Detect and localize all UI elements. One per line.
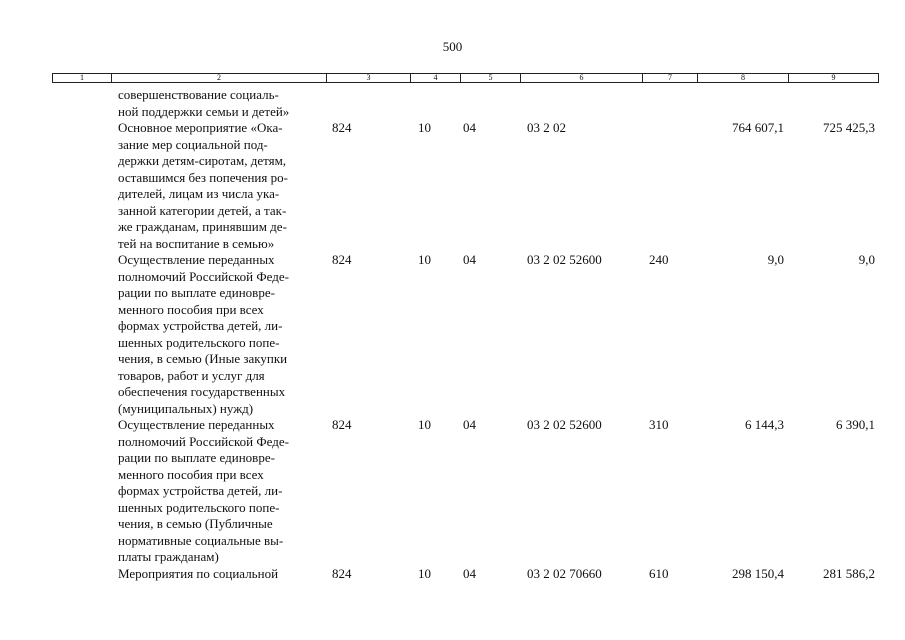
row-description: Основное мероприятие «Ока- зание мер социальной под- держки детям-сиротам, детям, оставшимся без попечения ро- дителей, лицам из числа ука- занной категории детей, а так- же гражданам, принявшим де- тей на воспитание в семью» xyxy=(118,120,288,251)
cell-section: 10 xyxy=(418,252,431,267)
cell-subsection: 04 xyxy=(463,565,476,581)
cell-amount-year-2: 281 586,2 xyxy=(823,565,875,581)
column-number-2: 2 xyxy=(112,74,327,82)
column-number-3: 3 xyxy=(327,74,411,82)
cell-amount-year-1: 298 150,4 xyxy=(732,565,784,581)
column-number-4: 4 xyxy=(411,74,461,82)
cell-expense-type: 240 xyxy=(649,252,669,267)
cell-admin-code: 824 xyxy=(332,252,352,267)
cell-amount-year-1: 6 144,3 xyxy=(745,417,784,432)
cell-target-article: 03 2 02 xyxy=(527,120,566,135)
cell-amount-year-2: 725 425,3 xyxy=(823,120,875,135)
table-row xyxy=(0,417,905,566)
column-number-1: 1 xyxy=(53,74,112,82)
cell-amount-year-1: 764 607,1 xyxy=(732,120,784,135)
cell-admin-code: 824 xyxy=(332,120,352,135)
page-number: 500 xyxy=(442,39,463,54)
cell-amount-year-1: 9,0 xyxy=(767,252,784,267)
cell-admin-code: 824 xyxy=(332,565,352,581)
cell-section: 10 xyxy=(418,417,431,432)
cell-expense-type: 310 xyxy=(649,417,669,432)
table-row xyxy=(0,87,905,120)
cell-section: 10 xyxy=(418,565,431,581)
row-description: Осуществление переданных полномочий Российской Феде- рации по выплате единовре- менного пособия при всех формах устройства детей, ли- шенных родительского попе- чения, в семью (Публичные нормативные социальные вы- платы гражданам) xyxy=(118,417,289,564)
cell-subsection: 04 xyxy=(463,120,476,135)
cell-target-article: 03 2 02 52600 xyxy=(527,252,602,267)
row-description: Мероприятия по социальной xyxy=(118,565,279,581)
table-header-row xyxy=(52,73,879,83)
table-body xyxy=(0,87,905,582)
column-number-9: 9 xyxy=(831,73,836,82)
row-description: совершенствование социаль- ной поддержки семьи и детей» xyxy=(118,87,290,119)
cell-amount-year-2: 9,0 xyxy=(858,252,875,267)
cell-subsection: 04 xyxy=(463,417,476,432)
table-row xyxy=(0,120,905,252)
row-description: Осуществление переданных полномочий Российской Феде- рации по выплате единовре- менного пособия при всех формах устройства детей, ли- шенных родительского попе- чения, в семью (Иные закупки товаров, работ и услуг для обеспечения государственных (муниципальных) нужд) xyxy=(118,252,289,416)
cell-amount-year-2: 6 390,1 xyxy=(836,417,875,432)
cell-section: 10 xyxy=(418,120,431,135)
cell-target-article: 03 2 02 52600 xyxy=(527,417,602,432)
cell-expense-type: 610 xyxy=(649,565,669,581)
cell-target-article: 03 2 02 70660 xyxy=(527,565,602,581)
column-number-8: 8 xyxy=(698,74,789,82)
table-row xyxy=(0,252,905,417)
column-number-7: 7 xyxy=(643,74,698,82)
column-number-5: 5 xyxy=(461,74,521,82)
cell-subsection: 04 xyxy=(463,252,476,267)
table-row xyxy=(0,566,905,583)
cell-admin-code: 824 xyxy=(332,417,352,432)
column-number-6: 6 xyxy=(521,74,643,82)
